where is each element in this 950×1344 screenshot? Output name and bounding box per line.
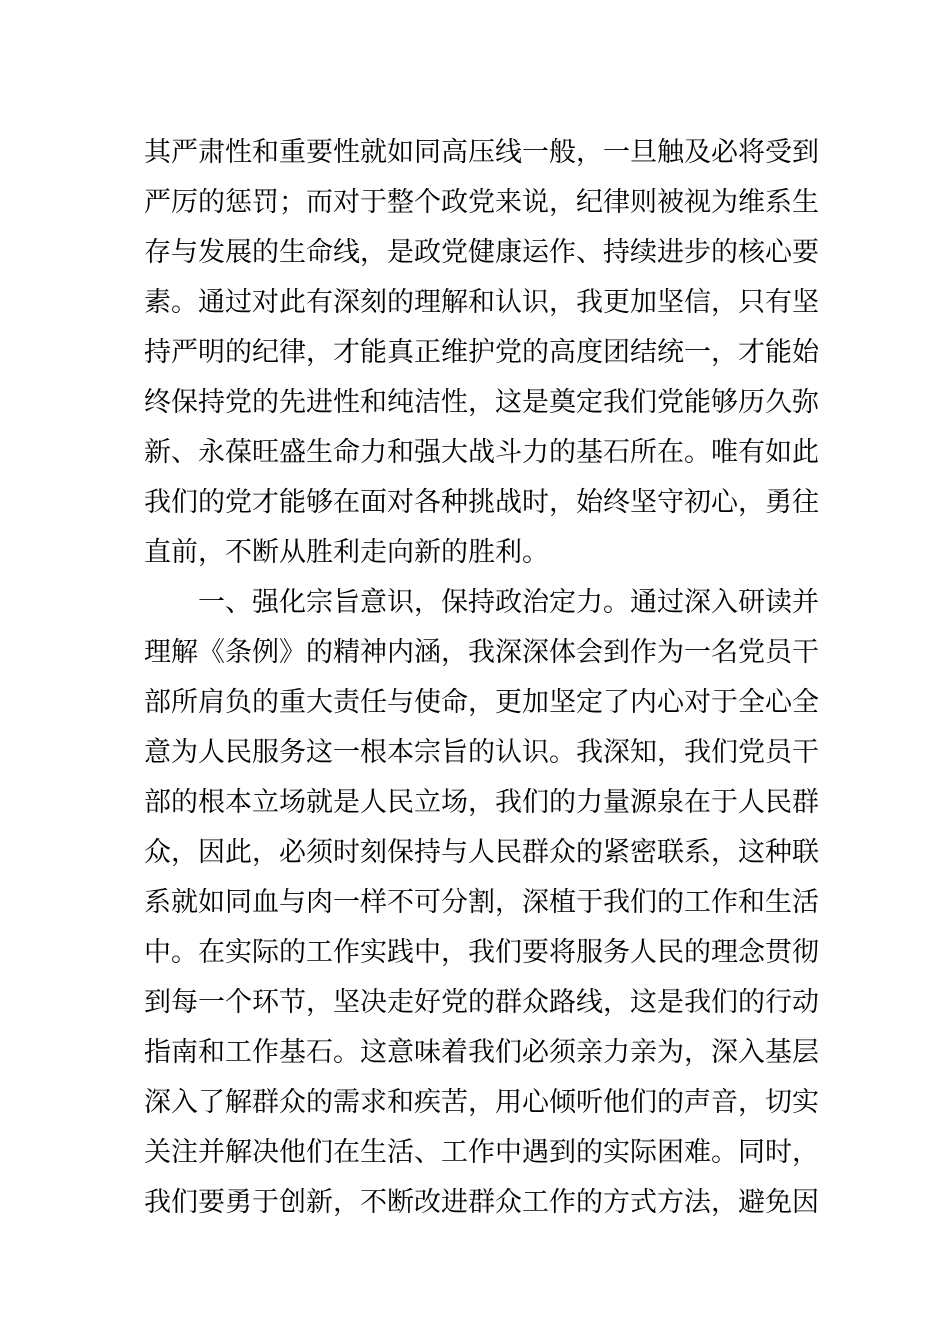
section-heading-line: 一、强化宗旨意识，保持政治定力。通过深入研读并 bbox=[198, 587, 819, 618]
text-line: 新、永葆旺盛生命力和强大战斗力的基石所在。唯有如此 bbox=[144, 437, 819, 468]
text-line: 意为人民服务这一根本宗旨的认识。我深知，我们党员干 bbox=[144, 737, 819, 768]
text-line: 持严明的纪律，才能真正维护党的高度团结统一，才能始 bbox=[144, 337, 819, 368]
text-line: 我们要勇于创新，不断改进群众工作的方式方法，避免因 bbox=[144, 1187, 819, 1218]
text-line: 到每一个环节，坚决走好党的群众路线，这是我们的行动 bbox=[144, 987, 819, 1018]
text-line: 其严肃性和重要性就如同高压线一般，一旦触及必将受到 bbox=[144, 137, 819, 168]
text-line: 严厉的惩罚；而对于整个政党来说，纪律则被视为维系生 bbox=[144, 187, 819, 218]
text-line: 我们的党才能够在面对各种挑战时，始终坚守初心，勇往 bbox=[144, 487, 819, 518]
text-line: 终保持党的先进性和纯洁性，这是奠定我们党能够历久弥 bbox=[144, 387, 819, 418]
text-line: 深入了解群众的需求和疾苦，用心倾听他们的声音，切实 bbox=[144, 1087, 819, 1118]
text-line: 众，因此，必须时刻保持与人民群众的紧密联系，这种联 bbox=[144, 837, 819, 868]
text-line: 指南和工作基石。这意味着我们必须亲力亲为，深入基层 bbox=[144, 1037, 819, 1068]
text-line: 部所肩负的重大责任与使命，更加坚定了内心对于全心全 bbox=[144, 687, 819, 718]
text-line: 直前，不断从胜利走向新的胜利。 bbox=[144, 537, 549, 568]
text-line: 部的根本立场就是人民立场，我们的力量源泉在于人民群 bbox=[144, 787, 819, 818]
text-line: 存与发展的生命线，是政党健康运作、持续进步的核心要 bbox=[144, 237, 819, 268]
text-line: 理解《条例》的精神内涵，我深深体会到作为一名党员干 bbox=[144, 637, 819, 668]
text-line: 关注并解决他们在生活、工作中遇到的实际困难。同时， bbox=[144, 1137, 819, 1168]
text-line: 素。通过对此有深刻的理解和认识，我更加坚信，只有坚 bbox=[144, 287, 819, 318]
text-line: 中。在实际的工作实践中，我们要将服务人民的理念贯彻 bbox=[144, 937, 819, 968]
body-text bbox=[144, 128, 819, 1228]
text-line: 系就如同血与肉一样不可分割，深植于我们的工作和生活 bbox=[144, 887, 819, 918]
